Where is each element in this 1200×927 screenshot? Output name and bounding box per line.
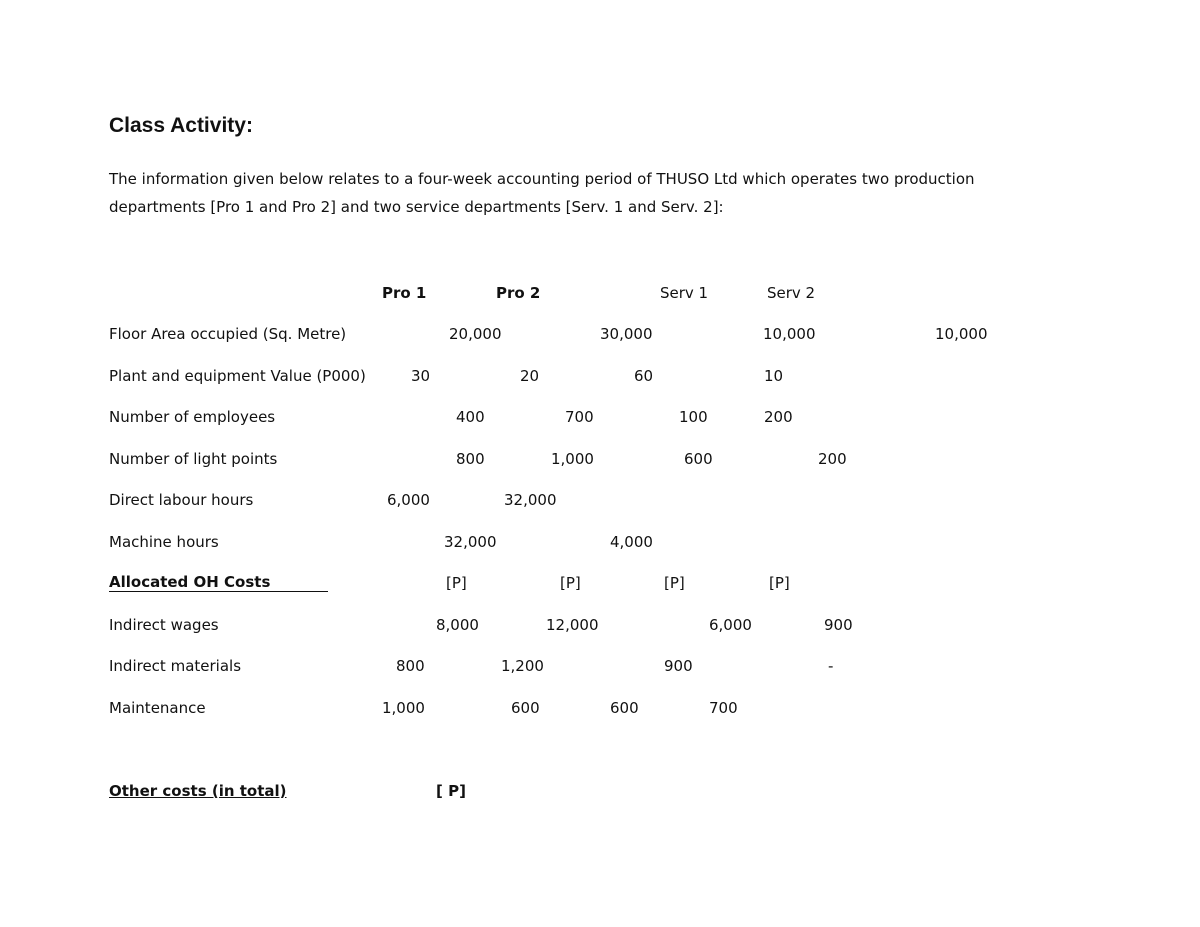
row-label-floor-area: Floor Area occupied (Sq. Metre) (109, 325, 347, 343)
table-cell: 400 (456, 408, 485, 426)
table-cell: 4,000 (610, 533, 653, 551)
table-cell: 800 (456, 450, 485, 468)
table-cell: 8,000 (436, 616, 479, 634)
row-label-machine-hours: Machine hours (109, 533, 219, 551)
table-cell: 800 (396, 657, 425, 675)
table-cell: 900 (824, 616, 853, 634)
table-cell: 12,000 (546, 616, 599, 634)
row-label-light-points: Number of light points (109, 450, 278, 468)
row-label-maintenance: Maintenance (109, 699, 206, 717)
table-cell: 600 (684, 450, 713, 468)
intro-line-2: departments [Pro 1 and Pro 2] and two service departments [Serv. 1 and Serv. 2]: (109, 198, 724, 216)
row-label-direct-labour-hours: Direct labour hours (109, 491, 254, 509)
section-heading-allocated-oh-costs: Allocated OH Costs (109, 574, 328, 592)
table-cell: 6,000 (387, 491, 430, 509)
table-cell: 32,000 (504, 491, 557, 509)
intro-line-1: The information given below relates to a four-week accounting period of THUSO Ltd which operates two production (109, 170, 975, 188)
column-header-pro-2: Pro 2 (496, 284, 541, 302)
table-cell: 32,000 (444, 533, 497, 551)
table-cell: 60 (634, 367, 654, 385)
table-cell: 30 (411, 367, 431, 385)
table-cell: 10,000 (935, 325, 988, 343)
table-cell: 900 (664, 657, 693, 675)
table-cell: 200 (764, 408, 793, 426)
table-cell: [P] (664, 574, 685, 592)
table-cell: [P] (560, 574, 581, 592)
table-cell: [P] (769, 574, 790, 592)
table-cell: 20,000 (449, 325, 502, 343)
row-label-indirect-wages: Indirect wages (109, 616, 219, 634)
table-cell: 10 (764, 367, 784, 385)
table-cell: 6,000 (709, 616, 752, 634)
row-label-plant-equipment: Plant and equipment Value (P000) (109, 367, 366, 385)
table-cell: [P] (446, 574, 467, 592)
table-cell: - (828, 657, 834, 675)
intro-paragraph (109, 165, 1109, 221)
table-cell: 30,000 (600, 325, 653, 343)
table-cell: 700 (565, 408, 594, 426)
table-cell: 200 (818, 450, 847, 468)
table-cell: 600 (610, 699, 639, 717)
row-label-indirect-materials: Indirect materials (109, 657, 242, 675)
row-label-employees: Number of employees (109, 408, 276, 426)
table-cell: 600 (511, 699, 540, 717)
table-cell: 20 (520, 367, 540, 385)
table-cell: 10,000 (763, 325, 816, 343)
column-header-serv-1: Serv 1 (660, 284, 709, 302)
table-cell: 700 (709, 699, 738, 717)
table-cell: 1,200 (501, 657, 544, 675)
page-title: Class Activity: (109, 114, 253, 137)
section-heading-other-costs: Other costs (in total) (109, 782, 287, 800)
table-cell: 100 (679, 408, 708, 426)
table-cell: 1,000 (551, 450, 594, 468)
column-header-pro-1: Pro 1 (382, 284, 427, 302)
other-costs-value: [ P] (436, 782, 466, 800)
table-cell: 1,000 (382, 699, 425, 717)
column-header-serv-2: Serv 2 (767, 284, 816, 302)
